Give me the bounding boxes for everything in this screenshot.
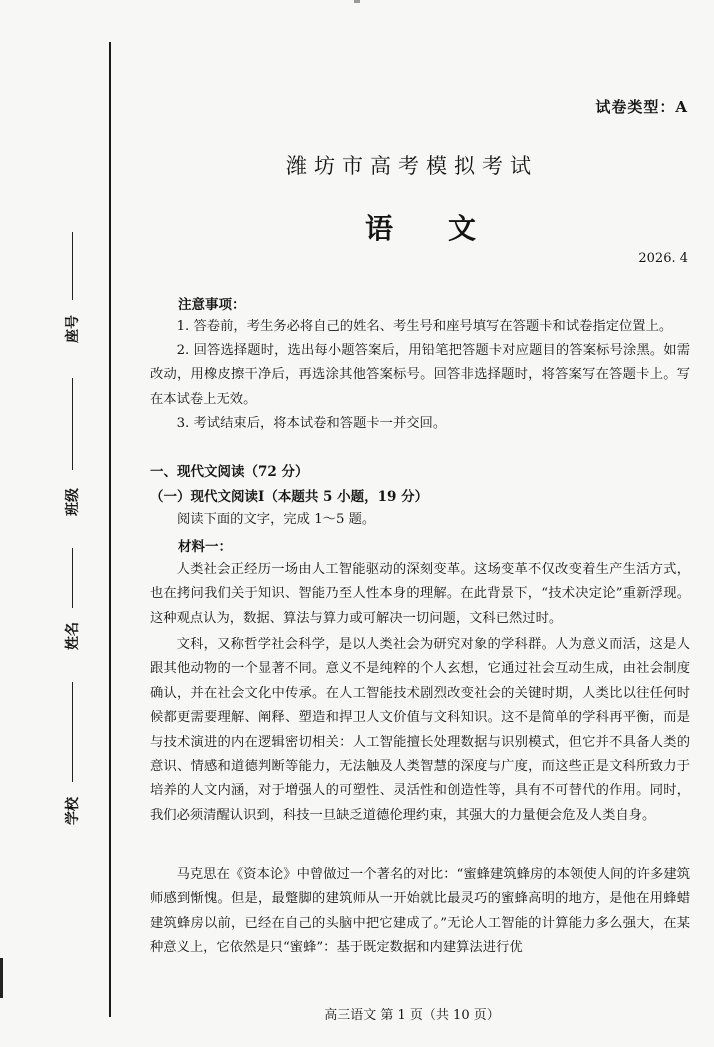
- paper-type: 试卷类型：A: [595, 98, 688, 116]
- notice-item-3: 3. 考试结束后，将本试卷和答题卡一并交回。: [176, 416, 447, 431]
- exam-title: 潍坊市高考模拟考试: [286, 154, 538, 178]
- material-label: 材料一：: [178, 539, 232, 555]
- notice-title: 注意事项：: [178, 297, 246, 313]
- class-label: 班级: [65, 488, 81, 516]
- page-footer: 高三语文 第 1 页（共 10 页）: [324, 1008, 500, 1023]
- subsection-title: （一）现代文阅读Ⅰ（本题共 5 小题，19 分）: [150, 489, 429, 505]
- passage-paragraph-3: 马克思在《资本论》中曾做过一个著名的对比：“蜜蜂建筑蜂房的本领使人间的许多建筑师感到惭愧。但是，最蹩脚的建筑师从一开始就比最灵巧的蜜蜂高明的地方，是他在用蜂蜡建筑蜂房以前，已经在自己的头脑中把它建成了。”无论人工智能的计算能力多么强大，在某种意义上，它依然是只“蜜蜂”：基于既定数据和内建算法进行优: [150, 867, 690, 956]
- school-write-line: [72, 682, 73, 782]
- passage-paragraph-2: 文科，又称哲学社会科学，是以人类社会为研究对象的学科群。人为意义而活，这是人跟其他动物的一个显著不同。意义不是纯粹的个人玄想，它通过社会互动生成，由社会制度确认，并在社会文化中传承。在人工智能技术剧烈改变社会的关键时期，人类比以往任何时候都更需要理解、阐释、塑造和捍卫人文价值与文科知识。这不是简单的学科再平衡，而是与技术演进的内在逻辑密切相关：人工智能擅长处理数据与识别模式，但它并不具备人类的意识、情感和道德判断等能力，无法触及人类智慧的深度与广度，而这些正是文科所致力于培养的人文内涵，对于增强人的可塑性、灵活性和创造性等，具有不可替代的作用。同时，我们必须清醒认识到，科技一旦缺乏道德伦理约束，其强大的力量便会危及人类自身。: [150, 637, 690, 823]
- seat-label: 座号: [65, 315, 81, 343]
- school-label: 学校: [65, 797, 81, 825]
- name-write-line: [72, 548, 73, 608]
- notice-item-2: 2. 回答选择题时，选出每小题答案后，用铅笔把答题卡对应题目的答案标号涂黑。如需改动，用橡皮擦干净后，再选涂其他答案标号。回答非选择题时，将答案写在答题卡上。写在本试卷上无效。: [150, 343, 690, 407]
- subject-char-2: 文: [448, 212, 477, 245]
- reading-instruction: 阅读下面的文字，完成 1～5 题。: [177, 512, 376, 527]
- top-scan-mark: [354, 0, 360, 3]
- class-write-line: [72, 378, 73, 470]
- passage-paragraph-1: 人类社会正经历一场由人工智能驱动的深刻变革。这场变革不仅改变着生产生活方式，也在拷问我们关于知识、智能乃至人性本身的理解。在此背景下，“技术决定论”重新浮现。这种观点认为，数据、算法与算力或可解决一切问题，文科已然过时。: [150, 562, 690, 626]
- name-label: 姓名: [65, 622, 81, 650]
- seat-write-line: [72, 232, 73, 300]
- subject-char-1: 语: [365, 212, 394, 245]
- section-title: 一、现代文阅读（72 分）: [150, 464, 309, 480]
- notice-item-1: 1. 答卷前，考生务必将自己的姓名、考生号和座号填写在答题卡和试卷指定位置上。: [176, 319, 673, 334]
- binding-line: [109, 42, 111, 1017]
- left-edge-mark: [0, 958, 3, 998]
- exam-date: 2026. 4: [638, 251, 688, 266]
